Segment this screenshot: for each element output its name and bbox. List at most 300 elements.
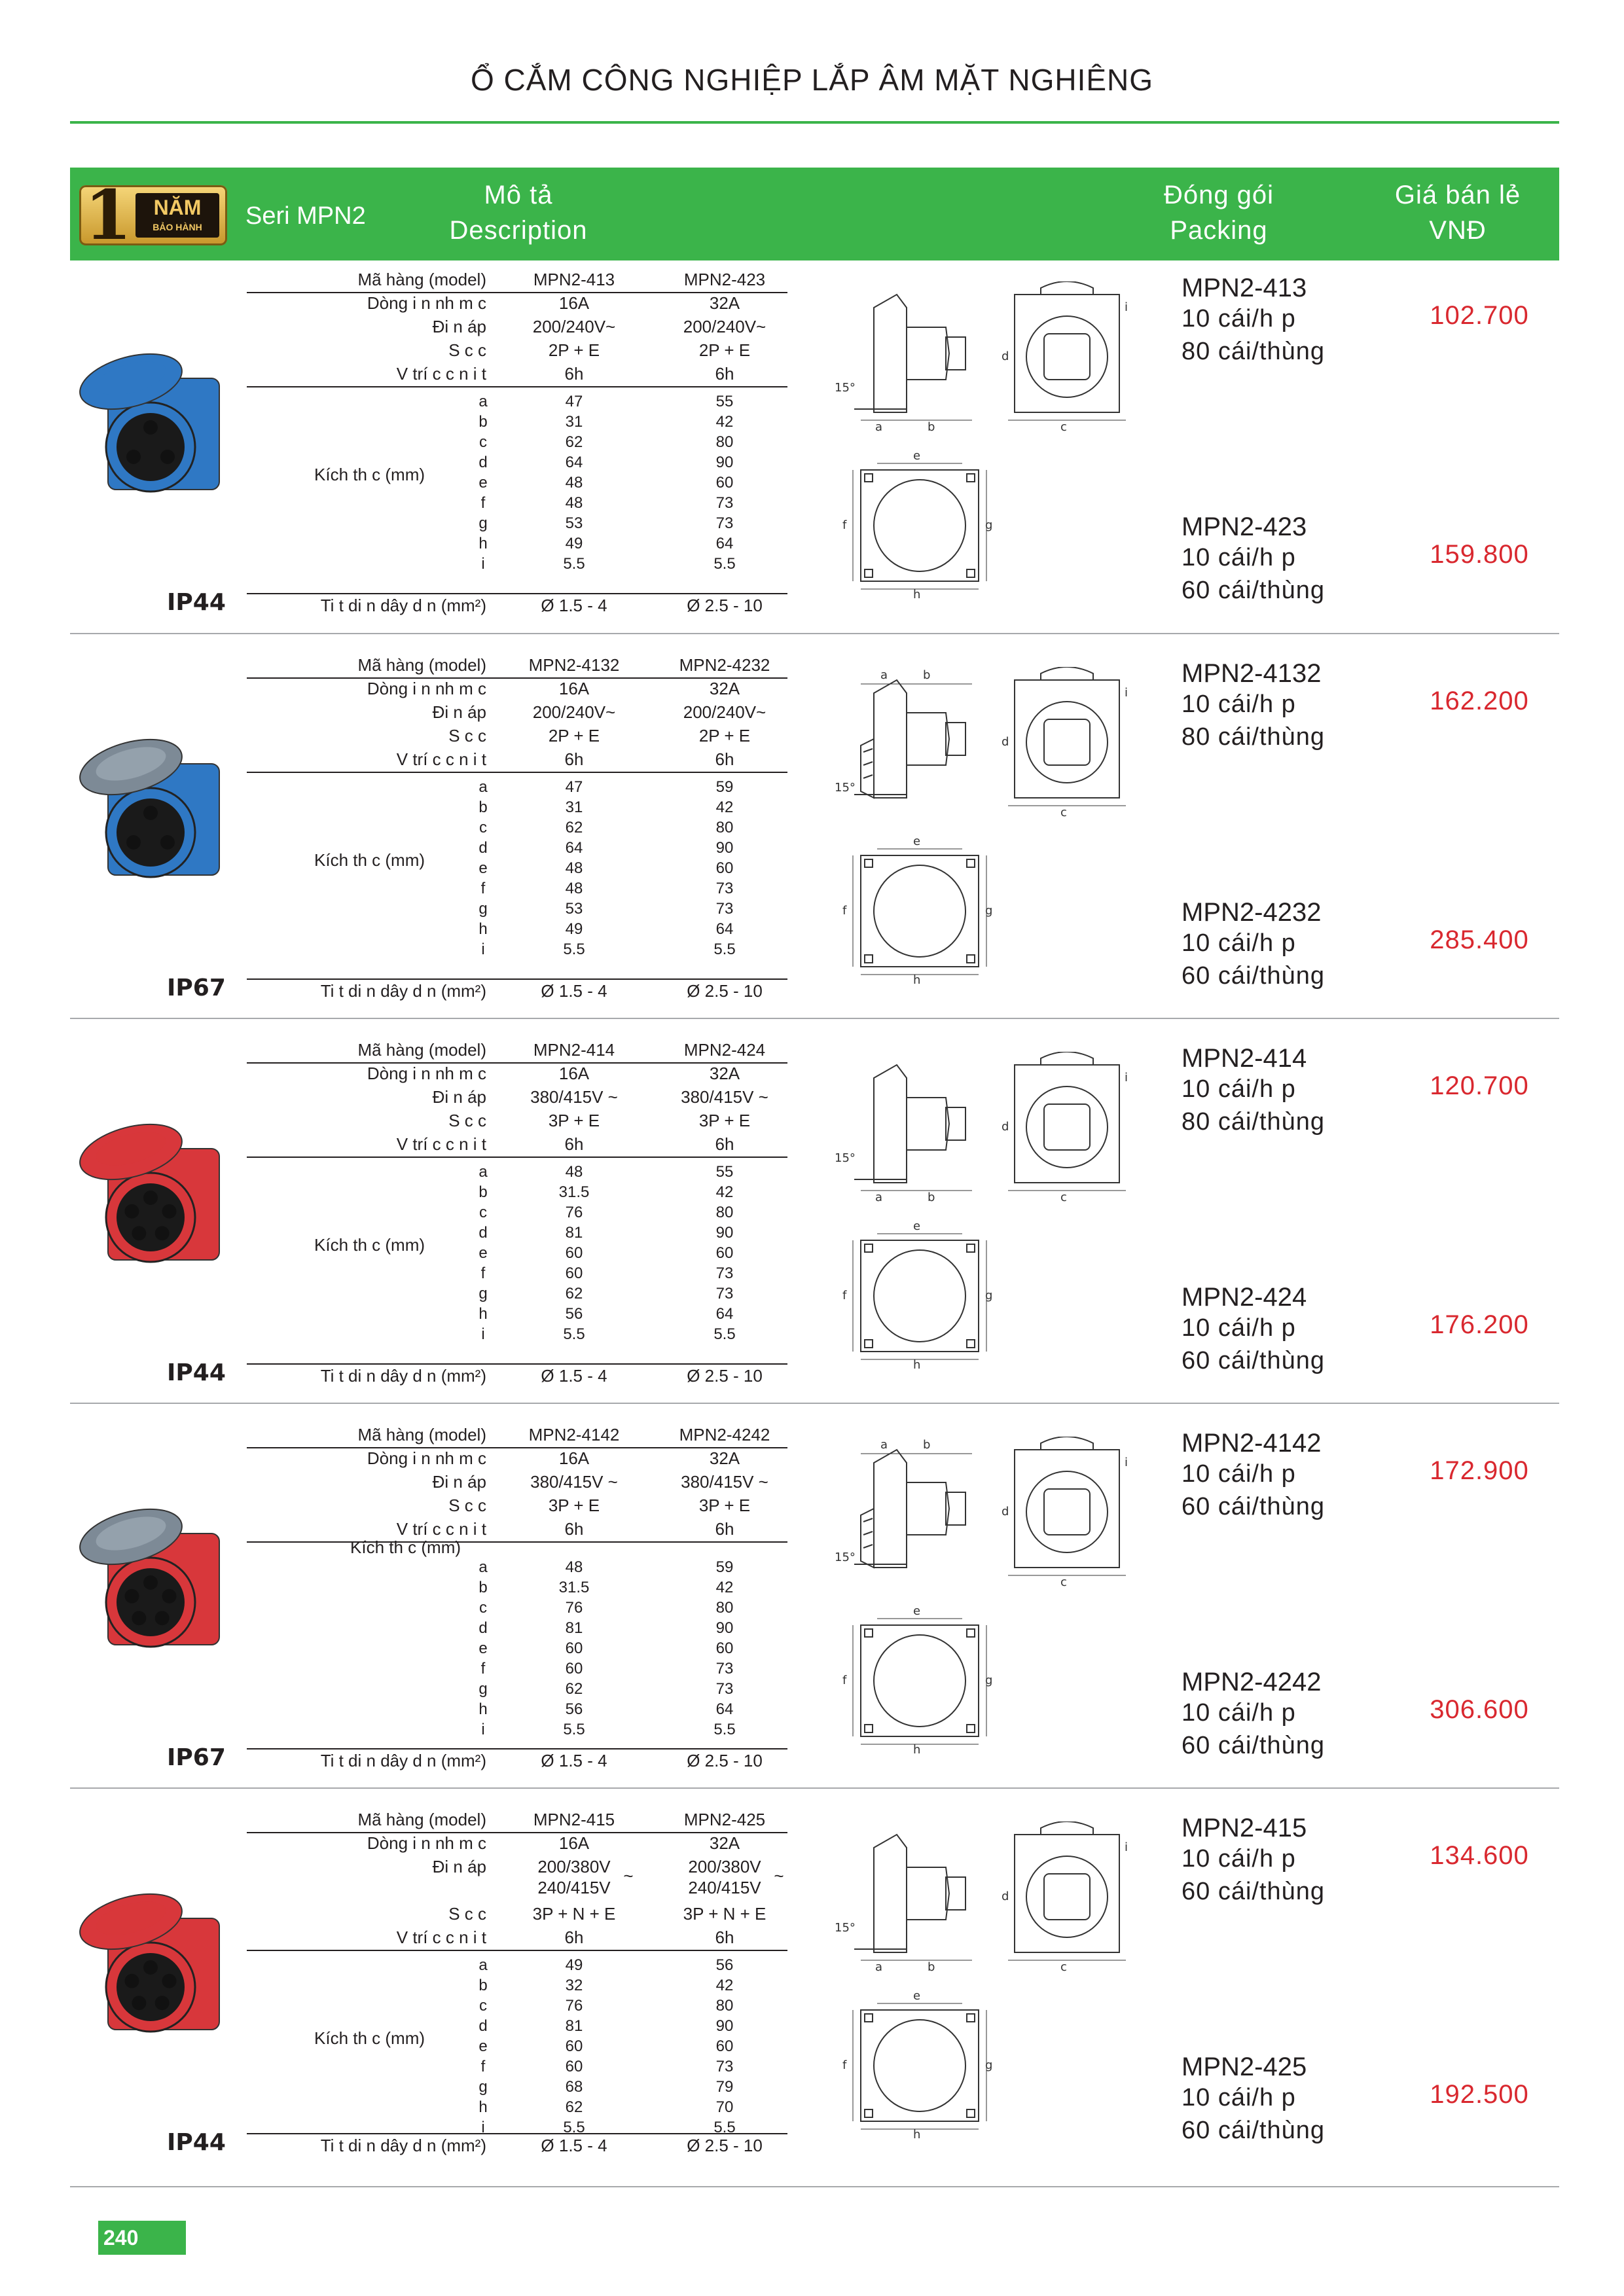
spec-row-wire-value-2: Ø 2.5 - 10 (687, 1751, 763, 1770)
series-label: Seri MPN2 (245, 202, 366, 230)
dim-letter: e (478, 1640, 488, 1657)
svg-text:h: h (913, 1358, 921, 1371)
dim-row (247, 839, 787, 859)
svg-text:i: i (1125, 686, 1128, 700)
dim-letter: h (478, 1700, 488, 1718)
dim-value-2: 80 (715, 1997, 734, 2015)
dim-value-1: 48 (565, 880, 583, 897)
dim-letter: e (478, 859, 488, 877)
front-view-drawing (1001, 667, 1132, 821)
front-view-drawing (1001, 1821, 1132, 1975)
spec-row-position-value-1: 6h (564, 1928, 584, 1947)
product-photo (69, 339, 232, 506)
svg-text:i: i (1125, 300, 1128, 314)
dim-letter: b (478, 1977, 488, 1994)
dim-value-2: 90 (715, 1224, 734, 1242)
size-label: Kích th c (mm) (350, 1537, 461, 1557)
header-price-en: VNĐ (1429, 216, 1487, 245)
dim-value-1: 60 (565, 1640, 583, 1657)
dim-value-1: 5.5 (563, 555, 585, 573)
spec-row-model-value-1: MPN2-4132 (528, 655, 620, 675)
spec-row-voltage-label: Đi n áp (432, 702, 486, 722)
rear-view-drawing (841, 1990, 998, 2144)
dim-row (247, 920, 787, 941)
dim-value-1: 62 (565, 1680, 583, 1698)
dim-row (247, 413, 787, 433)
badge-sub-text: BẢO HÀNH (153, 222, 202, 232)
dim-value-1: 53 (565, 514, 583, 532)
dim-value-1: 81 (565, 1224, 583, 1242)
spec-row-voltage-value-2a: 200/380V (688, 1857, 761, 1876)
packing-model: MPN2-424 (1182, 1283, 1307, 1312)
packing-box: 10 cái/h p (1182, 2084, 1296, 2111)
svg-text:a: a (880, 1438, 888, 1452)
dim-value-1: 47 (565, 393, 583, 410)
dim-letter: a (478, 1956, 488, 1974)
dim-row (247, 433, 787, 454)
dim-letter: g (478, 2078, 488, 2096)
dim-value-1: 76 (565, 1204, 583, 1221)
dim-letter: e (478, 2037, 488, 2055)
spec-row-position-value-2: 6h (715, 749, 734, 769)
dim-row (247, 819, 787, 839)
packing-carton: 80 cái/thùng (1182, 1108, 1326, 1136)
spec-row-current (247, 1062, 787, 1086)
svg-text:c: c (1060, 1191, 1067, 1202)
dim-value-1: 76 (565, 1997, 583, 2015)
dim-row (247, 2058, 787, 2078)
side-view-drawing (835, 1437, 1011, 1590)
spec-row-poles-value-2: 3P + N + E (683, 1904, 767, 1924)
svg-text:a: a (875, 420, 883, 432)
dim-row (247, 494, 787, 514)
svg-text:15°: 15° (835, 1551, 856, 1564)
dim-letter: f (480, 2058, 486, 2075)
spec-row-current-label: Dòng i n nh m c (367, 679, 486, 698)
dim-value-1: 60 (565, 1660, 583, 1677)
dim-value-2: 73 (715, 1285, 734, 1302)
header-description-vi: Mô tả (484, 181, 553, 209)
spec-row-current (247, 677, 787, 701)
dim-value-2: 42 (715, 1579, 734, 1596)
packing-box: 10 cái/h p (1182, 1845, 1296, 1873)
dim-letter: b (478, 413, 488, 431)
spec-row-wire (247, 1748, 787, 1773)
side-view-drawing (835, 667, 1011, 821)
spec-row-voltage-value-2: 200/240V~ (683, 702, 767, 722)
header-price-vi: Giá bán lẻ (1394, 181, 1521, 209)
dim-row (247, 798, 787, 819)
packing-carton: 60 cái/thùng (1182, 962, 1326, 990)
spec-row-voltage-tilde-1: ~ (623, 1866, 634, 1886)
spec-row-voltage-value-1: 380/415V ~ (530, 1472, 618, 1492)
spec-row-wire (247, 593, 787, 618)
spec-row-poles-label: S c c (448, 1496, 486, 1515)
packing-carton: 80 cái/thùng (1182, 338, 1326, 365)
dim-letter: a (478, 778, 488, 796)
dim-value-2: 64 (715, 535, 734, 552)
retail-price: 306.600 (1430, 1695, 1529, 1724)
dim-value-1: 31 (565, 413, 583, 431)
dim-value-2: 80 (715, 1599, 734, 1617)
svg-text:d: d (1001, 1505, 1009, 1518)
page-number-text: 240 (103, 2226, 139, 2250)
dim-value-2: 60 (715, 859, 734, 877)
svg-text:b: b (928, 420, 935, 432)
section-divider (70, 2186, 1559, 2187)
dim-value-2: 80 (715, 819, 734, 836)
spec-row-model-label: Mã hàng (model) (357, 1425, 486, 1444)
dim-value-1: 56 (565, 1700, 583, 1718)
front-view-drawing (1001, 1437, 1132, 1590)
svg-text:e: e (913, 1221, 921, 1233)
spec-row-voltage (247, 315, 787, 339)
dim-row (247, 1224, 787, 1244)
packing-model: MPN2-415 (1182, 1814, 1307, 1842)
spec-row-model (247, 1808, 787, 1833)
svg-text:15°: 15° (835, 1921, 856, 1935)
spec-row-poles (247, 1494, 787, 1518)
packing-carton: 60 cái/thùng (1182, 1493, 1326, 1520)
spec-row-poles-value-2: 3P + E (698, 1111, 751, 1130)
dim-letter: e (478, 474, 488, 492)
dim-row (247, 1619, 787, 1640)
side-view-drawing (835, 281, 1011, 435)
spec-row-voltage (247, 1086, 787, 1109)
side-view-drawing (835, 1821, 1011, 1975)
spec-row-voltage-value-1: 380/415V ~ (530, 1087, 618, 1107)
retail-price: 162.200 (1430, 687, 1529, 715)
spec-row-voltage (247, 1856, 787, 1900)
packing-box: 10 cái/h p (1182, 1699, 1296, 1727)
spec-row-current-value-2: 32A (709, 293, 740, 313)
retail-price: 134.600 (1430, 1841, 1529, 1870)
dim-value-1: 62 (565, 819, 583, 836)
spec-row-position (247, 1133, 787, 1158)
dim-value-1: 64 (565, 839, 583, 857)
dim-letter: g (478, 1680, 488, 1698)
rear-view-drawing (841, 836, 998, 990)
spec-row-voltage-label: Đi n áp (432, 1472, 486, 1492)
dim-value-1: 60 (565, 1265, 583, 1282)
packing-carton: 60 cái/thùng (1182, 1347, 1326, 1374)
spec-row-model (247, 654, 787, 679)
dim-row (247, 393, 787, 413)
dim-value-2: 90 (715, 839, 734, 857)
product-photo (69, 1494, 232, 1661)
spec-row-wire-value-2: Ø 2.5 - 10 (687, 2136, 763, 2155)
spec-row-voltage-value-2: 200/240V~ (683, 317, 767, 336)
dim-row (247, 2098, 787, 2119)
svg-text:a: a (875, 1191, 883, 1202)
dim-letter: c (479, 819, 487, 836)
spec-row-current-label: Dòng i n nh m c (367, 1833, 486, 1853)
dim-value-2: 73 (715, 900, 734, 918)
spec-row-current-label: Dòng i n nh m c (367, 293, 486, 313)
ip-rating-label: IP44 (167, 589, 226, 616)
svg-text:h: h (913, 1743, 921, 1756)
dim-value-2: 5.5 (713, 2119, 736, 2136)
dim-value-1: 62 (565, 433, 583, 451)
svg-text:c: c (1060, 1960, 1067, 1972)
spec-row-wire-value-1: Ø 1.5 - 4 (541, 981, 607, 1001)
svg-text:g: g (985, 1674, 993, 1687)
retail-price: 172.900 (1430, 1456, 1529, 1485)
spec-row-current-value-2: 32A (709, 679, 740, 698)
dim-row (247, 2078, 787, 2098)
section-divider (70, 1018, 1559, 1019)
dim-letter: h (478, 535, 488, 552)
spec-row-current-value-2: 32A (709, 1064, 740, 1083)
product-photo (69, 1879, 232, 2046)
spec-row-current (247, 1832, 787, 1856)
spec-row-position-value-1: 6h (564, 1134, 584, 1154)
dim-row (247, 2017, 787, 2037)
retail-price: 192.500 (1430, 2080, 1529, 2109)
dim-letter: g (478, 514, 488, 532)
dim-letter: d (478, 2017, 488, 2035)
svg-text:f: f (842, 904, 847, 918)
packing-model: MPN2-425 (1182, 2053, 1307, 2081)
header-packing-vi: Đóng gói (1163, 181, 1274, 209)
spec-row-position (247, 363, 787, 387)
dim-value-1: 68 (565, 2078, 583, 2096)
dim-value-2: 70 (715, 2098, 734, 2116)
dim-value-2: 80 (715, 1204, 734, 1221)
spec-row-model-value-1: MPN2-415 (533, 1810, 615, 1829)
spec-row-current-value-2: 32A (709, 1448, 740, 1468)
svg-text:d: d (1001, 735, 1009, 749)
dim-value-1: 60 (565, 2058, 583, 2075)
dim-row (247, 859, 787, 880)
dim-letter: d (478, 839, 488, 857)
size-label: Kích th c (mm) (314, 2028, 425, 2048)
spec-row-model (247, 1424, 787, 1448)
retail-price: 176.200 (1430, 1310, 1529, 1339)
dim-row (247, 1721, 787, 1741)
dim-value-1: 62 (565, 1285, 583, 1302)
dim-value-1: 60 (565, 1244, 583, 1262)
dim-row (247, 2037, 787, 2058)
spec-row-wire-value-1: Ø 1.5 - 4 (541, 596, 607, 615)
spec-row-poles-label: S c c (448, 340, 486, 360)
dim-value-2: 60 (715, 1244, 734, 1262)
spec-row-wire-value-2: Ø 2.5 - 10 (687, 596, 763, 615)
dim-value-2: 42 (715, 1183, 734, 1201)
dim-value-1: 5.5 (563, 1325, 585, 1343)
spec-row-position-label: V trí c c n i t (396, 364, 486, 384)
dim-letter: f (480, 494, 486, 512)
svg-text:f: f (842, 1289, 847, 1302)
dim-value-1: 5.5 (563, 941, 585, 958)
dim-value-1: 48 (565, 474, 583, 492)
spec-row-model (247, 268, 787, 293)
dim-value-2: 64 (715, 920, 734, 938)
dim-letter: d (478, 1619, 488, 1637)
packing-box: 10 cái/h p (1182, 1075, 1296, 1103)
dim-value-1: 48 (565, 494, 583, 512)
dim-row (247, 1977, 787, 1997)
section-divider (70, 1787, 1559, 1789)
spec-row-position-value-1: 6h (564, 1519, 584, 1539)
spec-row-current (247, 1447, 787, 1471)
dim-letter: i (481, 1721, 485, 1738)
svg-text:b: b (923, 668, 931, 682)
dim-row (247, 1660, 787, 1680)
dim-value-1: 62 (565, 2098, 583, 2116)
spec-row-poles-value-2: 3P + E (698, 1496, 751, 1515)
spec-row-position-value-2: 6h (715, 1134, 734, 1154)
packing-carton: 80 cái/thùng (1182, 723, 1326, 751)
svg-text:i: i (1125, 1071, 1128, 1085)
dim-letter: d (478, 454, 488, 471)
packing-box: 10 cái/h p (1182, 305, 1296, 332)
spec-row-current (247, 292, 787, 315)
svg-text:h: h (913, 588, 921, 601)
dim-letter: a (478, 393, 488, 410)
svg-text:h: h (913, 2128, 921, 2141)
packing-box: 10 cái/h p (1182, 1314, 1296, 1342)
spec-row-position-value-2: 6h (715, 1519, 734, 1539)
dim-value-2: 55 (715, 1163, 734, 1181)
svg-text:e: e (913, 1990, 921, 2003)
spec-row-model-label: Mã hàng (model) (357, 1810, 486, 1829)
dim-letter: a (478, 1163, 488, 1181)
dim-row (247, 1265, 787, 1285)
dim-value-1: 56 (565, 1305, 583, 1323)
table-header (70, 168, 1559, 260)
dim-letter: b (478, 798, 488, 816)
spec-row-voltage-value-1b: 240/415V (537, 1878, 611, 1897)
dim-row (247, 1558, 787, 1579)
spec-row-wire-value-1: Ø 1.5 - 4 (541, 1751, 607, 1770)
svg-text:f: f (842, 2058, 847, 2072)
dim-value-2: 5.5 (713, 1325, 736, 1343)
dim-value-2: 42 (715, 798, 734, 816)
dim-row (247, 1579, 787, 1599)
packing-box: 10 cái/h p (1182, 544, 1296, 571)
svg-text:e: e (913, 836, 921, 848)
spec-row-current-value-1: 16A (558, 293, 590, 313)
dim-value-1: 76 (565, 1599, 583, 1617)
packing-box: 10 cái/h p (1182, 691, 1296, 718)
dim-letter: c (479, 1997, 487, 2015)
svg-text:e: e (913, 450, 921, 463)
dim-row (247, 900, 787, 920)
front-view-drawing (1001, 281, 1132, 435)
svg-text:i: i (1125, 1456, 1128, 1469)
spec-row-voltage-label: Đi n áp (432, 317, 486, 336)
section-divider (70, 633, 1559, 634)
dim-value-1: 48 (565, 1558, 583, 1576)
spec-row-model-value-2: MPN2-4232 (679, 655, 770, 675)
dim-value-2: 73 (715, 514, 734, 532)
svg-text:a: a (880, 668, 888, 682)
packing-model: MPN2-4132 (1182, 659, 1322, 688)
spec-row-wire-label: Ti t di n dây d n (mm²) (320, 981, 486, 1001)
spec-row-model-value-2: MPN2-4242 (679, 1425, 770, 1444)
svg-text:c: c (1060, 806, 1067, 817)
spec-row-poles-value-2: 2P + E (698, 340, 751, 360)
ip-rating-label: IP67 (167, 1744, 226, 1771)
spec-row-poles (247, 1109, 787, 1133)
dim-value-2: 73 (715, 2058, 734, 2075)
badge-box (135, 193, 219, 238)
dim-value-2: 73 (715, 494, 734, 512)
svg-text:15°: 15° (835, 381, 856, 395)
spec-row-wire-value-2: Ø 2.5 - 10 (687, 981, 763, 1001)
dim-row (247, 454, 787, 474)
dim-letter: i (481, 2119, 485, 2136)
svg-text:e: e (913, 1605, 921, 1618)
dim-value-2: 5.5 (713, 555, 736, 573)
spec-row-model-value-1: MPN2-4142 (528, 1425, 620, 1444)
svg-text:a: a (875, 1960, 883, 1972)
spec-row-poles-value-1: 2P + E (548, 340, 600, 360)
ip-rating-label: IP44 (167, 2129, 226, 2156)
spec-row-position-label: V trí c c n i t (396, 1928, 486, 1947)
dim-letter: d (478, 1224, 488, 1242)
spec-row-current-value-1: 16A (558, 1064, 590, 1083)
dim-value-2: 42 (715, 1977, 734, 1994)
product-photo (69, 1109, 232, 1276)
spec-row-current-value-1: 16A (558, 1448, 590, 1468)
spec-row-poles (247, 725, 787, 748)
retail-price: 285.400 (1430, 925, 1529, 954)
spec-row-position (247, 1518, 787, 1543)
dim-value-1: 49 (565, 1956, 583, 1974)
dim-letter: b (478, 1579, 488, 1596)
svg-text:f: f (842, 518, 847, 532)
spec-row-poles-value-1: 3P + E (548, 1111, 600, 1130)
ip-rating-label: IP67 (167, 975, 226, 1001)
packing-box: 10 cái/h p (1182, 929, 1296, 957)
dim-row (247, 535, 787, 555)
packing-box: 10 cái/h p (1182, 1460, 1296, 1488)
spec-row-wire-value-1: Ø 1.5 - 4 (541, 2136, 607, 2155)
spec-row-poles (247, 339, 787, 363)
spec-row-model-value-2: MPN2-425 (683, 1810, 766, 1829)
dim-value-2: 5.5 (713, 1721, 736, 1738)
spec-row-voltage-tilde-2: ~ (774, 1866, 784, 1886)
dim-value-2: 42 (715, 413, 734, 431)
spec-row-voltage-value-2b: 240/415V (688, 1878, 761, 1897)
dim-row (247, 1183, 787, 1204)
dim-letter: b (478, 1183, 488, 1201)
svg-text:h: h (913, 973, 921, 986)
svg-text:i: i (1125, 1840, 1128, 1854)
dim-letter: f (480, 1660, 486, 1677)
dim-value-2: 80 (715, 433, 734, 451)
spec-row-poles-value-2: 2P + E (698, 726, 751, 745)
dim-row (247, 1599, 787, 1619)
svg-text:d: d (1001, 1120, 1009, 1134)
dim-value-1: 31.5 (558, 1183, 590, 1201)
dim-value-2: 59 (715, 778, 734, 796)
front-view-drawing (1001, 1052, 1132, 1206)
dim-value-2: 73 (715, 1265, 734, 1282)
packing-model: MPN2-4242 (1182, 1668, 1322, 1696)
packing-model: MPN2-4142 (1182, 1429, 1322, 1458)
badge-number: 1 (84, 175, 132, 255)
spec-row-poles (247, 1903, 787, 1926)
dim-value-1: 31 (565, 798, 583, 816)
packing-model: MPN2-414 (1182, 1044, 1307, 1073)
spec-row-current-value-1: 16A (558, 679, 590, 698)
dim-value-2: 5.5 (713, 941, 736, 958)
spec-row-position-value-1: 6h (564, 749, 584, 769)
dim-value-1: 47 (565, 778, 583, 796)
